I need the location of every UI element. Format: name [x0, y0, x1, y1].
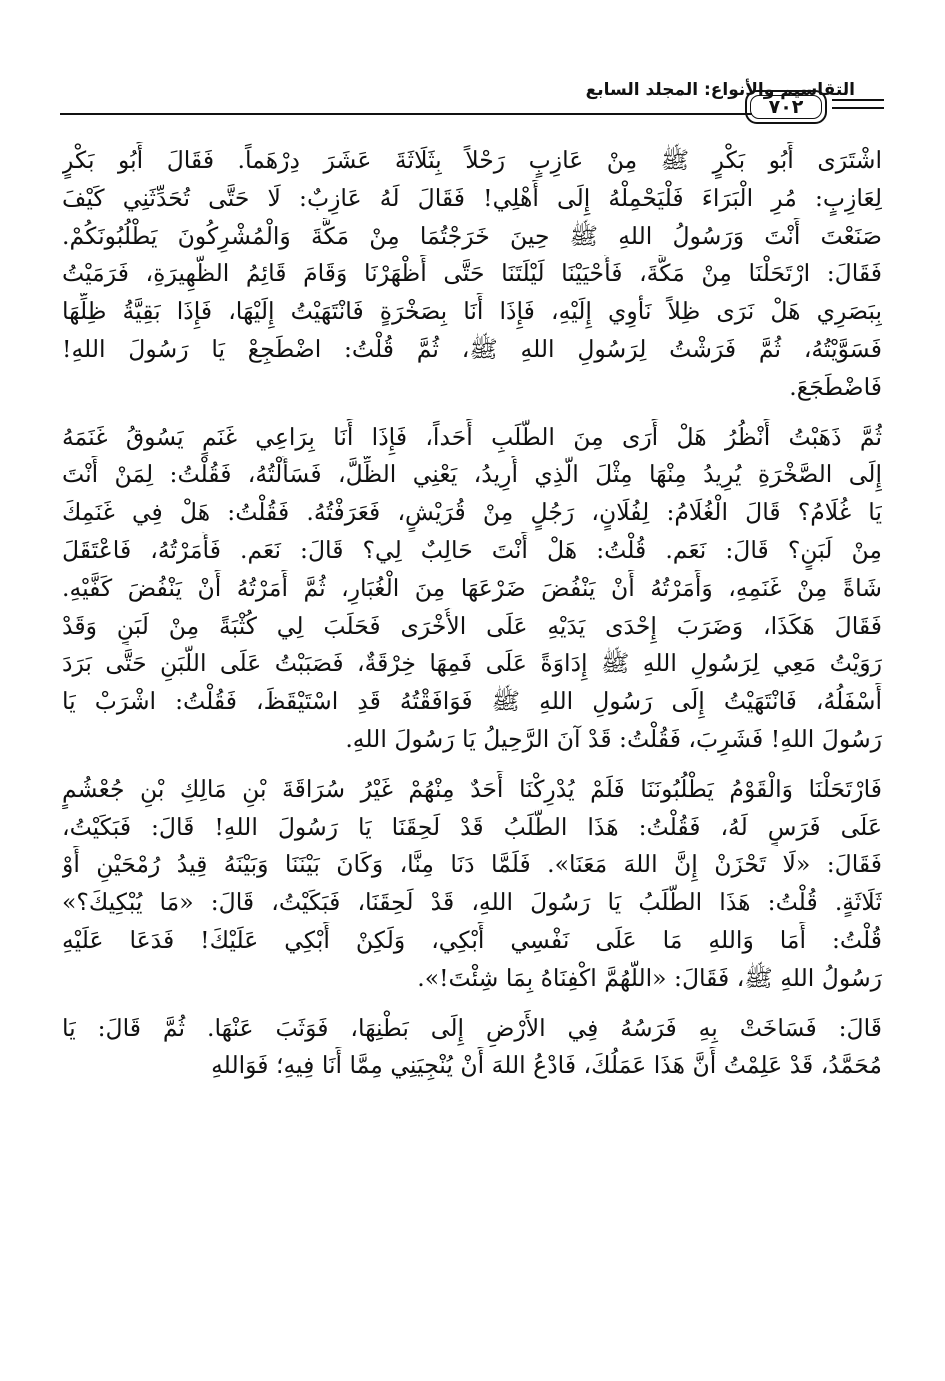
- text-line: فَاضْطَجَعَ.: [789, 372, 882, 401]
- body-text: [62, 142, 882, 1085]
- running-title: التقاسيم والأنواع: المجلد السابع: [585, 80, 855, 100]
- text-line: أَسْفَلُهُ، فَانْتَهَيْتُ إِلَى رَسُولِ اللهِ ﷺ فَوَافَقْتُهُ قَدِ اسْتَيْقَظَ، فَقُلْتُ: اشْرَبْ يَا: [62, 687, 882, 716]
- page-number-frame: [745, 90, 827, 124]
- text-line: قَالَ: فَسَاخَتْ بِهِ فَرَسُهُ فِي الأَرْضِ إِلَى بَطْنِهَا، فَوَثَبَ عَنْهَا. ثُمَّ قَالَ: يَا: [62, 1013, 882, 1042]
- text-line: ثُمَّ ذَهَبْتُ أَنْظُرُ هَلْ أَرَى مِنَ الطَّلَبِ أَحَداً، فَإِذَا أَنَا بِرَاعِي غَنَمٍ يَسُوقُ غَنَمَهُ: [62, 422, 882, 451]
- text-line: بِبَصَرِي هَلْ نَرَى ظِلاً نَأْوِي إِلَيْهِ، فَإِذَا أَنَا بِصَخْرَةٍ فَانْتَهَيْتُ إِلَيْهَا، فَإِذَا بَقِيَّةُ ظِلِّهَا: [62, 297, 882, 326]
- paragraph: [62, 1010, 882, 1086]
- text-line: مُحَمَّدُ، قَدْ عَلِمْتُ أَنَّ هَذَا عَمَلُكَ، فَادْعُ اللهَ أَنْ يُنْجِيَنِي مِمَّا أَنَا فِيهِ؛ فَوَاللهِ: [211, 1051, 882, 1080]
- text-line: رَسُولُ اللهِ ﷺ، فَقَالَ: «اللَّهُمَّ اكْفِنَاهُ بِمَا شِئْتَ!».: [417, 963, 882, 992]
- paragraph-gap: [62, 407, 882, 419]
- text-line: قُلْتُ: أَمَا وَاللهِ مَا عَلَى نَفْسِي أَبْكِي، وَلَكِنْ أَبْكِي عَلَيْكَ! فَدَعَا عَلَيْهِ: [62, 925, 882, 954]
- text-line: لِعَازِبٍ: مُرِ الْبَرَاءَ فَلْيَحْمِلْهُ إِلَى أَهْلِي! فَقَالَ لَهُ عَازِبٌ: لَا حَتَّى تُحَدِّثَنِي كَيْفَ: [62, 183, 882, 212]
- text-line: فَقَالَ: ارْتَحَلْنَا مِنْ مَكَّةَ، فَأَحْيَيْنَا لَيْلَتَنَا حَتَّى أَظْهَرْنَا وَقَامَ قَائِمُ الظَّهِيرَةِ، فَرَمَيْتُ: [62, 259, 882, 288]
- text-line: شَاةً مِنْ غَنَمِهِ، وَأَمَرْتُهُ أَنْ يَنْفُضَ ضَرْعَهَا مِنَ الْغُبَارِ، ثُمَّ أَمَرْتُهُ أَنْ يَنْفُضَ كَفَّيْهِ.: [62, 573, 882, 602]
- text-line: عَلَى فَرَسٍ لَهُ، فَقُلْتُ: هَذَا الطَّلَبُ قَدْ لَحِقَنَا يَا رَسُولَ اللهِ! قَالَ: فَبَكَيْتُ،: [62, 812, 882, 841]
- text-line: فَسَوَّيْتُهُ، ثُمَّ فَرَشْتُ لِرَسُولِ اللهِ ﷺ، ثُمَّ قُلْتُ: اضْطَجِعْ يَا رَسُولَ اللهِ!: [62, 334, 882, 363]
- paragraph: [62, 771, 882, 998]
- paragraph-gap: [62, 759, 882, 771]
- text-line: مِنْ لَبَنٍ؟ قَالَ: نَعَم. قُلْتُ: هَلْ أَنْتَ حَالِبٌ لِي؟ قَالَ: نَعَم. فَأَمَرْتُهُ، فَاعْتَقَلَ: [62, 535, 882, 564]
- paragraph-gap: [62, 998, 882, 1010]
- text-line: اشْتَرَى أَبُو بَكْرٍ ﷺ مِنْ عَازِبٍ رَحْلاً بِثَلَاثَةَ عَشَرَ دِرْهَماً. فَقَالَ أَبُو بَكْرٍ: [62, 146, 882, 174]
- text-line: ثَلَاثَةٍ. قُلْتُ: هَذَا الطَّلَبُ يَا رَسُولَ اللهِ، قَدْ لَحِقَنَا، فَبَكَيْتُ، قَالَ: «مَا يُبْكِيكَ؟»: [62, 888, 882, 917]
- text-line: رَسُولَ اللهِ! فَشَرِبَ، فَقُلْتُ: قَدْ آنَ الرَّحِيلُ يَا رَسُولَ اللهِ.: [345, 724, 882, 753]
- page-number: ٧٠٢: [768, 96, 804, 118]
- text-line: يَا غُلَامُ؟ قَالَ الْغُلَامُ: لِفُلَانٍ، رَجُلٍ مِنْ قُرَيْشٍ، فَعَرَفْتُهُ. فَقُلْتُ: هَلْ فِي غَنَمِكَ: [62, 498, 882, 527]
- text-line: رَوَيْتُ مَعِي لِرَسُولِ اللهِ ﷺ إِدَاوَةً عَلَى فَمِهَا خِرْقَةٌ، فَصَبَبْتُ عَلَى اللَّبَنِ حَتَّى بَرَدَ: [62, 649, 882, 678]
- text-line: صَنَعْتَ أَنْتَ وَرَسُولُ اللهِ ﷺ حِينَ خَرَجْتُمَا مِنْ مَكَّةَ وَالْمُشْرِكُونَ يَطْلُبُونَكُمْ.: [62, 221, 882, 250]
- text-line: فَقَالَ: «لَا تَحْزَنْ إِنَّ اللهَ مَعَنَا». فَلَمَّا دَنَا مِنَّا، وَكَانَ بَيْنَنَا وَبَيْنَهُ قِيدُ رُمْحَيْنِ أَوْ: [62, 850, 882, 879]
- paragraph: [62, 142, 882, 407]
- header-rule: [60, 113, 752, 115]
- header-ornament-lines: [832, 99, 884, 113]
- text-line: فَارْتَحَلْنَا وَالْقَوْمُ يَطْلُبُونَنَا فَلَمْ يُدْرِكْنَا أَحَدٌ مِنْهُمْ غَيْرُ سُرَاقَةَ بْنِ مَالِكِ بْنِ جُعْشُمٍ: [62, 774, 882, 803]
- paragraph: [62, 419, 882, 759]
- text-line: فَقَالَ هَكَذَا، وَضَرَبَ إِحْدَى يَدَيْهِ عَلَى الأُخْرَى فَحَلَبَ لِي كُثْبَةً مِنْ لَبَنٍ وَقَدْ: [62, 611, 882, 640]
- text-line: إِلَى الصَّخْرَةِ يُرِيدُ مِنْهَا مِثْلَ الَّذِي أُرِيدُ، يَعْنِي الظِّلَّ، فَسَأَلْتُهُ، فَقُلْتُ: لِمَنْ أَنْتَ: [62, 460, 882, 489]
